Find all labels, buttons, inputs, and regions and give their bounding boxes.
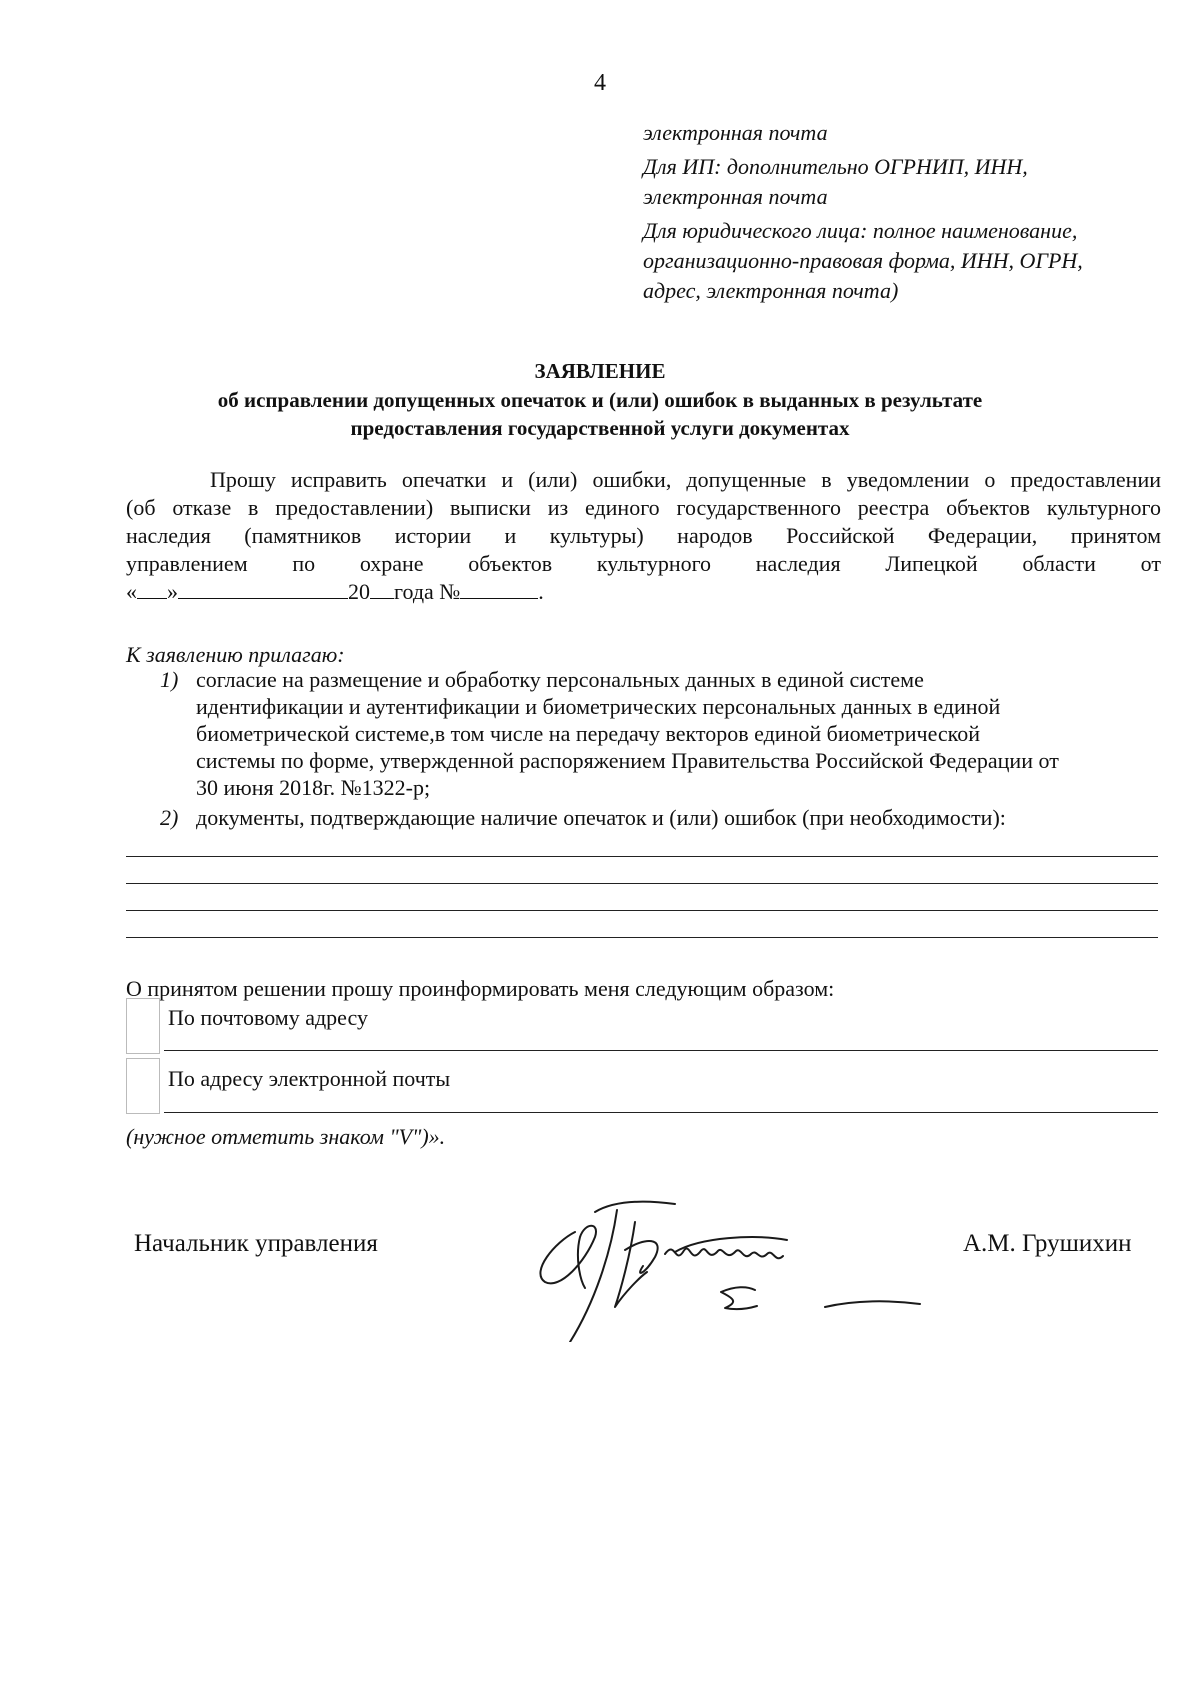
postal-option-label: По почтовому адресу: [168, 1005, 368, 1030]
year-prefix: 20: [348, 579, 370, 604]
attachment-blank-line[interactable]: [126, 910, 1158, 911]
checkbox-note: (нужное отметить знаком "V")».: [126, 1124, 446, 1149]
day-blank-field[interactable]: [137, 578, 167, 599]
header-line: электронная почта: [643, 184, 828, 209]
header-line: электронная почта: [643, 120, 828, 145]
postal-address-line[interactable]: [164, 1050, 1158, 1051]
header-line: Для ИП: дополнительно ОГРНИП, ИНН,: [643, 154, 1028, 179]
item-line: 30 июня 2018г. №1322-р;: [196, 775, 431, 800]
postal-checkbox[interactable]: [126, 998, 160, 1054]
year-suffix: года №: [394, 579, 461, 604]
page-number: 4: [594, 70, 606, 96]
list-number: 1): [160, 667, 179, 692]
handwritten-signature: [525, 1182, 925, 1342]
signatory-name: А.М. Грушихин: [963, 1230, 1132, 1257]
paragraph-line: (об отказе в предоставлении) выписки из единого государственного реестра объектов культурного: [126, 495, 1161, 520]
year-blank-field[interactable]: [370, 578, 394, 599]
attachment-blank-line[interactable]: [126, 937, 1158, 938]
item-line: биометрической системе,в том числе на передачу векторов единой биометрической: [196, 721, 980, 746]
number-blank-field[interactable]: [460, 578, 538, 599]
list-number: 2): [160, 805, 179, 830]
email-address-line[interactable]: [164, 1112, 1158, 1113]
item-line: согласие на размещение и обработку персональных данных в единой системе: [196, 667, 924, 692]
date-number-line: [126, 578, 1161, 606]
item-line: системы по форме, утвержденной распоряжением Правительства Российской Федерации от: [196, 748, 1059, 773]
date-close-quote: »: [167, 579, 178, 604]
attachment-blank-line[interactable]: [126, 883, 1158, 884]
header-line: адрес, электронная почта): [643, 278, 899, 303]
item-line: документы, подтверждающие наличие опечаток и (или) ошибок (при необходимости):: [196, 805, 1006, 830]
date-end: .: [538, 579, 544, 604]
request-paragraph: [126, 466, 1161, 606]
paragraph-line: управлением по охране объектов культурного наследия Липецкой области от: [126, 551, 1161, 576]
signatory-role: Начальник управления: [134, 1230, 378, 1257]
item-line: идентификации и аутентификации и биометрических персональных данных в единой: [196, 694, 1001, 719]
applicant-details-header: [643, 118, 1163, 306]
document-subtitle-line: предоставления государственной услуги документах: [350, 416, 850, 440]
document-title: ЗАЯВЛЕНИЕ: [534, 359, 666, 383]
email-option-label: По адресу электронной почты: [168, 1066, 451, 1091]
header-line: организационно-правовая форма, ИНН, ОГРН,: [643, 248, 1083, 273]
notify-label: О принятом решении прошу проинформировать меня следующим образом:: [126, 976, 835, 1001]
document-subtitle-line: об исправлении допущенных опечаток и (или) ошибок в выданных в результате: [217, 388, 983, 412]
paragraph-line: наследия (памятников истории и культуры) народов Российской Федерации, принятом: [126, 523, 1161, 548]
email-checkbox[interactable]: [126, 1058, 160, 1114]
header-line: Для юридического лица: полное наименование,: [643, 218, 1078, 243]
month-blank-field[interactable]: [178, 578, 348, 599]
paragraph-line: Прошу исправить опечатки и (или) ошибки, допущенные в уведомлении о предоставлении: [210, 467, 1161, 492]
attachments-label: К заявлению прилагаю:: [126, 642, 345, 667]
date-open-quote: «: [126, 579, 137, 604]
attachment-blank-line[interactable]: [126, 856, 1158, 857]
